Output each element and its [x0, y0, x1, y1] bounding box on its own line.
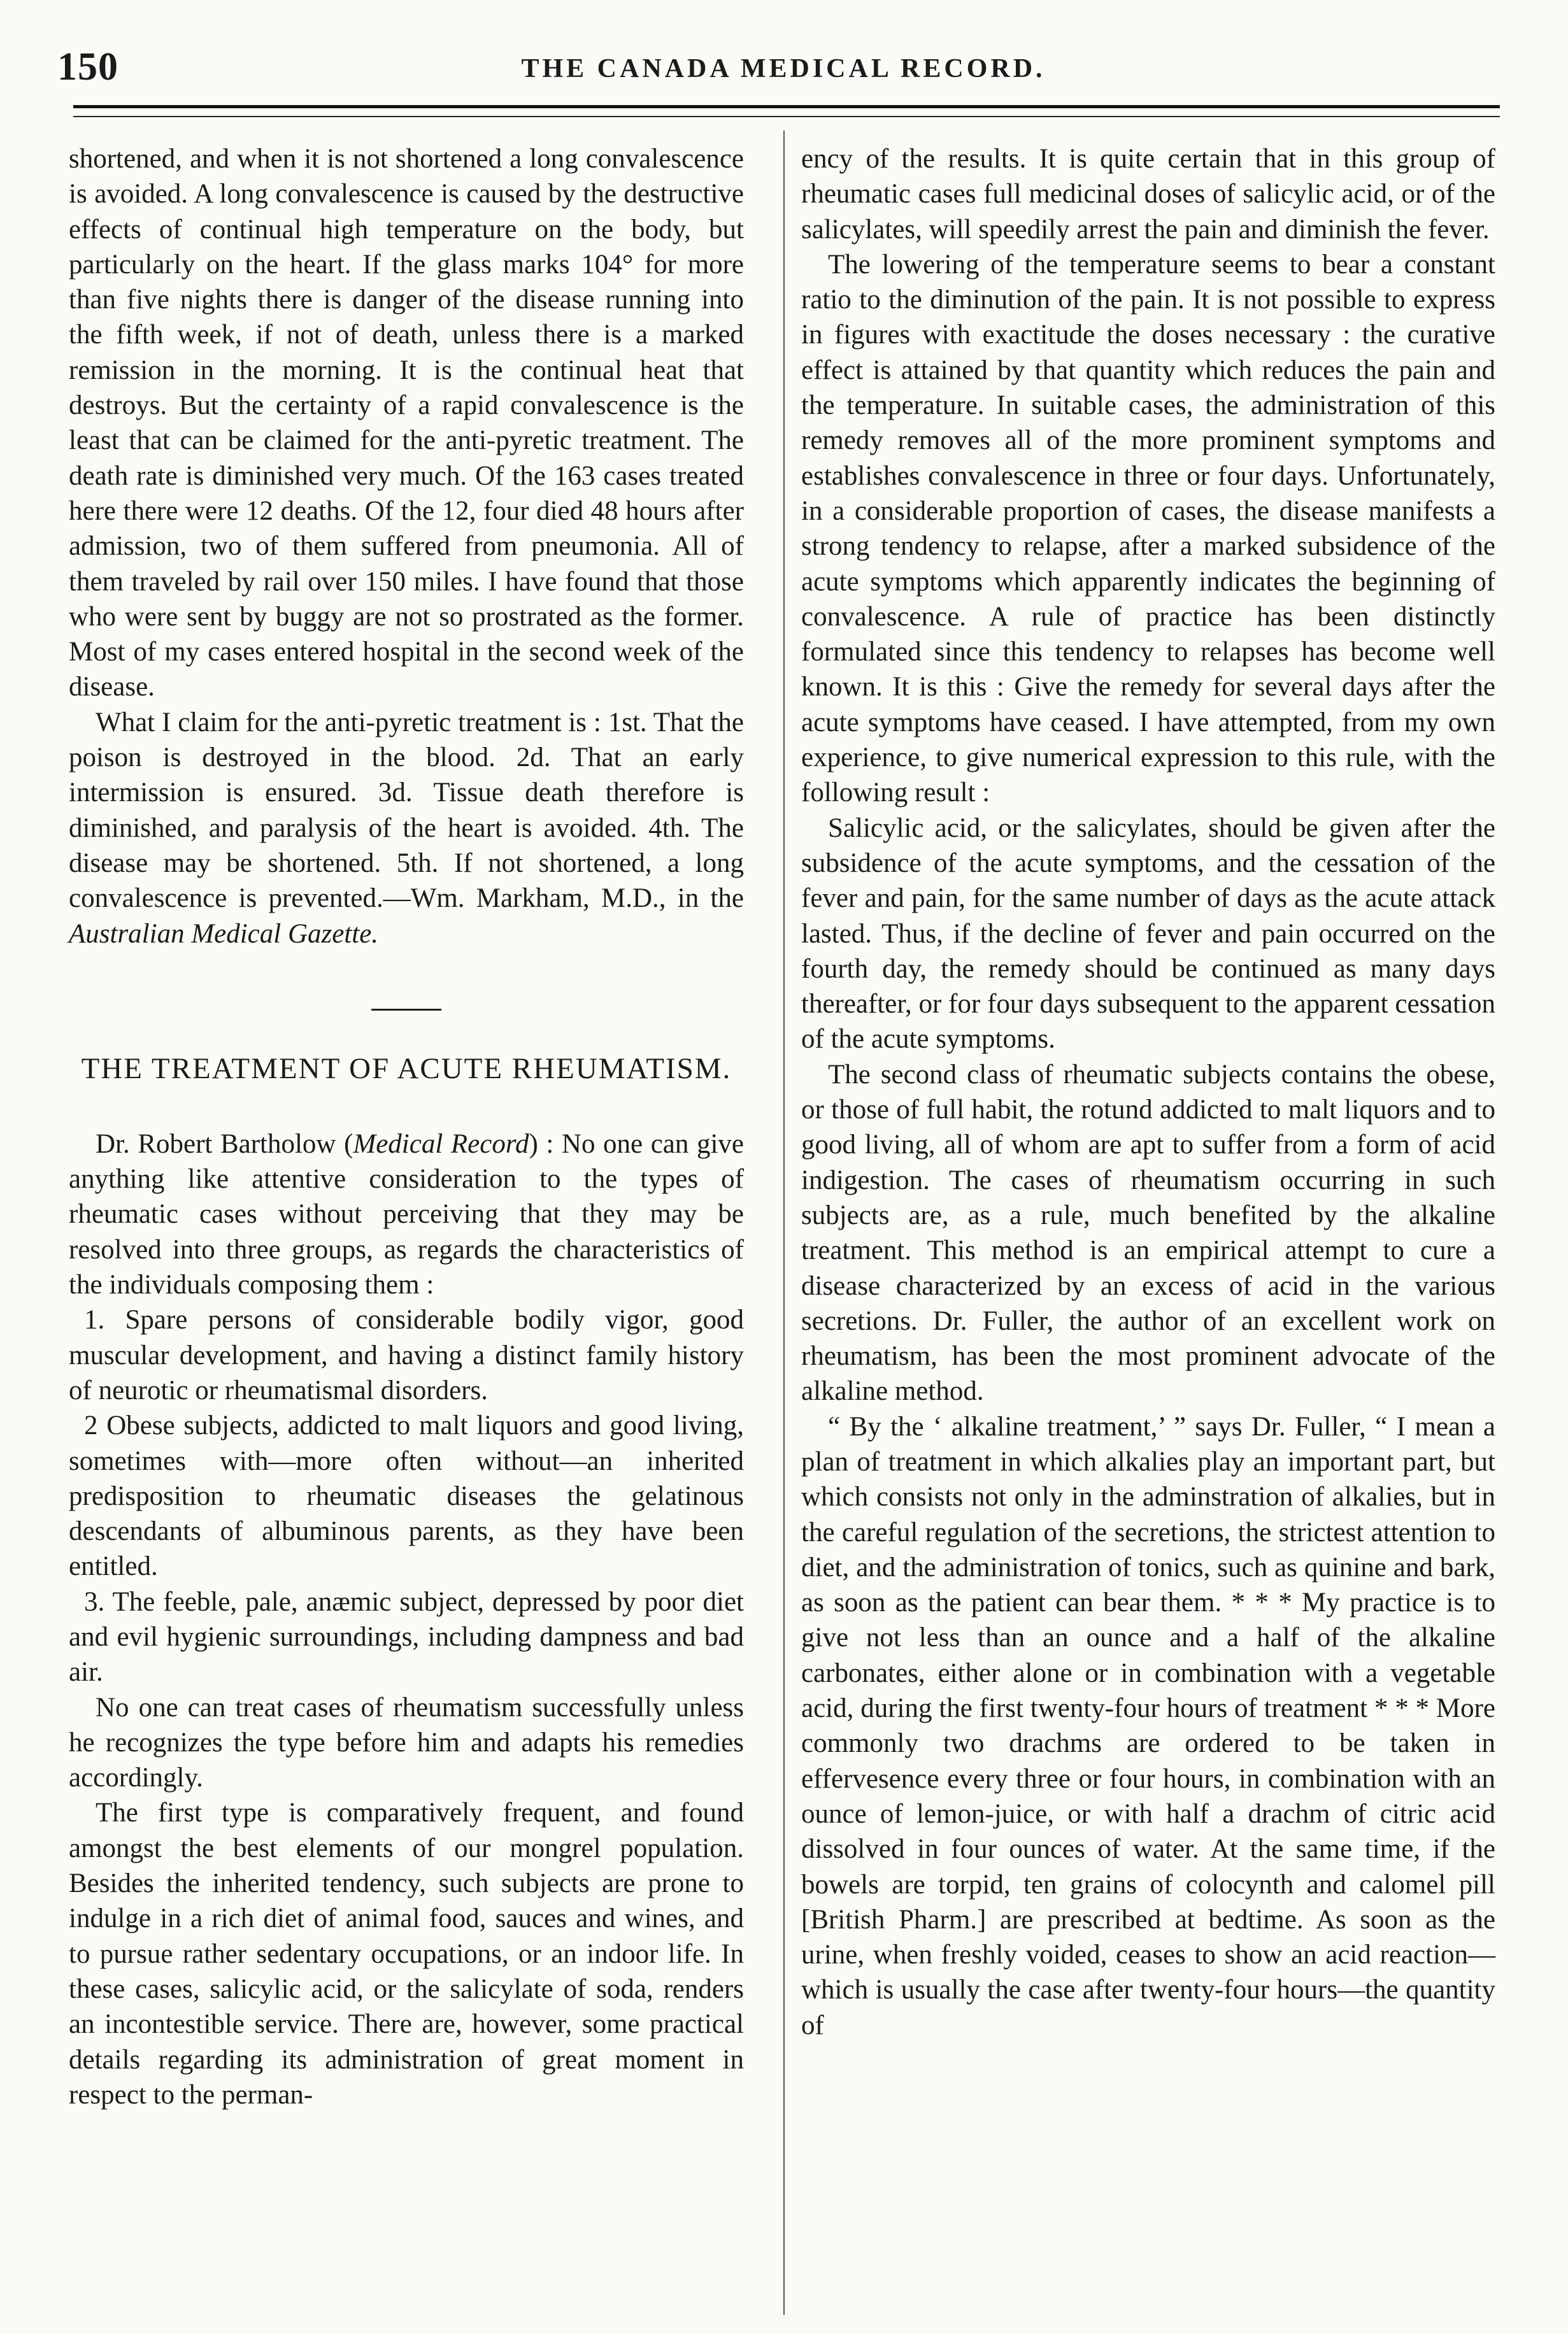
column-divider: [783, 131, 785, 2315]
paragraph-claims: [69, 705, 744, 951]
list-item-3: 3. The feeble, pale, anæmic subject, depressed by poor diet and evil hygienic surroundings, including dampness and bad air.: [69, 1586, 744, 1688]
paragraph-temperature: The lowering of the temperature seems to bear a constant ratio to the diminution of the pain. It is not possible to express in figures with exactitude the doses necessary : the curative effect is attained by that quantity which reduces the pain and the temperature. In suitable cases, the administration of this remedy removes all of the more prominent symptoms and establishes convalescence in three or four days. Unfortunately, in a considerable proportion of cases, the disease manifests a strong tendency to relapse, after a marked subsidence of the acute symptoms which apparently indicates the beginning of convalescence. A rule of practice has been distinctly formulated since this tendency to relapses has become well known. It is this : Give the remedy for several days after the acute symptoms have ceased. I have attempted, from my own experience, to give numerical expression to this rule, with the following result :: [801, 249, 1495, 808]
header-rule-thin: [73, 116, 1500, 117]
header-rule-thick: [73, 105, 1500, 108]
paragraph-claims-text: What I claim for the anti-pyretic treatment is : 1st. That the poison is destroyed in the blood. 2d. That an early intermission is ensured. 3d. Tissue death therefore is diminished, and paralysis of the heart is avoided. 4th. The disease may be shortened. 5th. If not shortened, a long convalescence is prevented.—Wm. Markham, M.D., in the: [69, 707, 744, 914]
paragraph-permanency: ency of the results. It is quite certain that in this group of rheumatic cases full medicinal doses of salicylic acid, or of the salicylates, will speedily arrest the pain and diminish the fever.: [801, 144, 1495, 245]
list-item-1: 1. Spare persons of considerable bodily vigor, good muscular development, and having a distinct family history of neurotic or rheumatismal disorders.: [69, 1305, 744, 1405]
right-column: [801, 141, 1495, 2043]
source-citation: Australian Medical Gazette.: [69, 918, 379, 949]
journal-citation: Medical Record: [353, 1128, 529, 1159]
author-name: Dr. Robert Bartholow (: [96, 1128, 353, 1159]
paragraph-intro: [69, 1127, 744, 1302]
paragraph-salicylic-rule: Salicylic acid, or the salicylates, should be given after the subsidence of the acute symptoms, and the cessation of the fever and pain, for the same number of days as the acute attack lasted. Thus, if the decline of fever and pain occurred on the fourth day, the remedy should be continued as many days thereafter, or for four days subsequent to the apparent cessation of the acute symptoms.: [801, 813, 1495, 1055]
paragraph-first-type: The first type is comparatively frequent, and found amongst the best elements of our mongrel population. Besides the inherited tendency, such subjects are prone to indulge in a rich diet of animal food, sauces and wines, and to pursue rather sedentary occupations, or an indoor life. In these cases, salicylic acid, or the salicylate of soda, renders an incontestible service. There are, however, some practical details regarding its administration of great moment in respect to the perman-: [69, 1798, 744, 2110]
section-divider: [371, 1009, 441, 1011]
list-item-2: 2 Obese subjects, addicted to malt liquors and good living, sometimes with—more often without—an inherited predisposition to rheumatic diseases the gelatinous descendants of albuminous parents, as they have been entitled.: [69, 1411, 744, 1582]
paragraph-recognize-type: No one can treat cases of rheumatism successfully unless he recognizes the type before him and adapts his remedies accordingly.: [69, 1692, 744, 1793]
paragraph-intro-text: ) : No one can give anything like attentive consideration to the types of rheumatic cases without perceiving that they may be resolved into three groups, as regards the characteristics of the individuals composing them :: [69, 1128, 744, 1300]
article-heading: THE TREATMENT OF ACUTE RHEUMATISM.: [81, 1051, 732, 1085]
paragraph-fuller-quote: “ By the ‘ alkaline treatment,’ ” says Dr. Fuller, “ I mean a plan of treatment in which alkalies play an important part, but which consists not only in the adminstration of alkalies, but in the careful regulation of the secretions, the strictest attention to diet, and the administration of tonics, such as quinine and bark, as soon as the patient can bear them. * * * My practice is to give not less than an ounce and a half of the alkaline carbonates, either alone or in combination with a vegetable acid, during the first twenty-four hours of treatment * * * More commonly two drachms are ordered to be taken in effervesence every three or four hours, in combination with an ounce of lemon-juice, or with half a drachm of citric acid dissolved in four ounces of water. At the same time, if the bowels are torpid, ten grains of colocynth and calomel pill [British Pharm.] are prescribed at bedtime. As soon as the urine, when freshly voided, ceases to show an acid reaction—which is usually the case after twenty-four hours—the quantity of: [801, 1411, 1495, 2040]
left-column: [69, 141, 744, 2112]
journal-title: THE CANADA MEDICAL RECORD.: [521, 54, 1046, 83]
page-number: 150: [57, 45, 118, 89]
running-head: [57, 39, 1509, 97]
paragraph-continued: shortened, and when it is not shortened a long convalescence is avoided. A long convalescence is caused by the destructive effects of continual high temperature on the body, but particularly on the heart. If the glass marks 104° for more than five nights there is danger of the disease running into the fifth week, if not of death, unless there is a marked remission in the morning. It is the continual heat that destroys. But the certainty of a rapid convalescence is the least that can be claimed for the anti-pyretic treatment. The death rate is diminished very much. Of the 163 cases treated here there were 12 deaths. Of the 12, four died 48 hours after admission, two of them suffered from pneumonia. All of them traveled by rail over 150 miles. I have found that those who were sent by buggy are not so prostrated as the former. Most of my cases entered hospital in the second week of the disease.: [69, 144, 744, 702]
paragraph-second-class: The second class of rheumatic subjects contains the obese, or those of full habit, the rotund addicted to malt liquors and to good living, all of whom are apt to suffer from a form of acid indigestion. The cases of rheumatism occurring in such subjects are, as a rule, much benefited by the alkaline treatment. This method is an empirical attempt to cure a disease characterized by an excess of acid in the various secretions. Dr. Fuller, the author of an excellent work on rheumatism, has been the most prominent advocate of the alkaline method.: [801, 1059, 1495, 1407]
